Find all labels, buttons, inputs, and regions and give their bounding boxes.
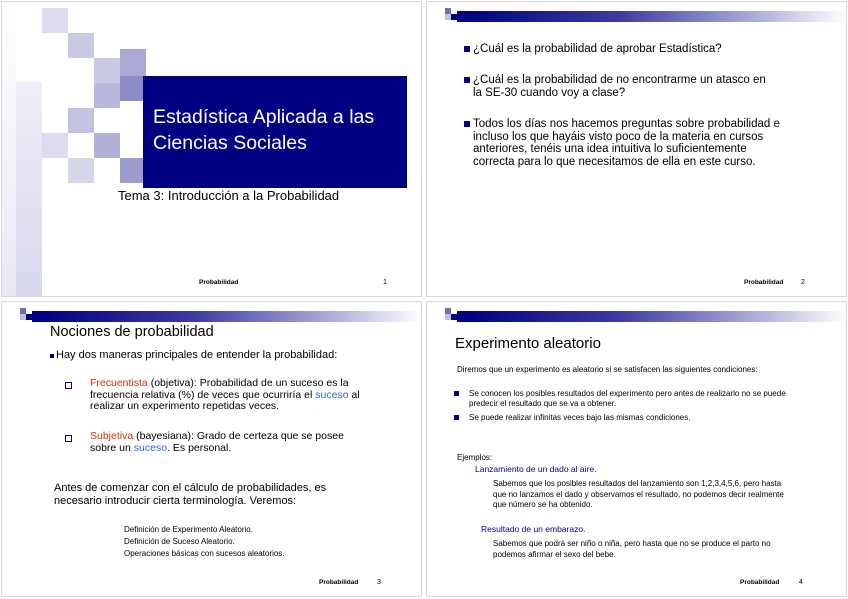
ejemplos-label: Ejemplos: (457, 453, 493, 462)
slide-2[interactable] (426, 1, 847, 297)
bullet-icon (464, 46, 470, 52)
slide-footer: Probabilidad (740, 579, 780, 586)
list-item: Operaciones básicas con sucesos aleatorios. (124, 549, 285, 558)
bullet-text: Todos los días nos hacemos preguntas sobre probabilidad e incluso los que hayáis visto poco de la materia en cursos anteriores, tenéis una idea intuitiva lo suficientemente correcta para lo que necesitamos de ella en este curso. (473, 118, 780, 168)
header-bar (427, 2, 847, 28)
frecuentista-text (90, 378, 390, 413)
slide-footer: Probabilidad (744, 279, 784, 286)
list-item: Definición de Experimento Aleatorio. (124, 525, 253, 534)
checkbox-bullet-icon (65, 382, 72, 389)
bullet-text: ¿Cuál es la probabilidad de aprobar Estadística? (473, 43, 722, 55)
page-number: 3 (377, 579, 381, 586)
paragraph: Antes de comenzar con el cálculo de probabilidades, es necesario introducir cierta terminología. Veremos: (54, 482, 327, 507)
bullet-icon (464, 121, 470, 127)
page-number: 1 (383, 279, 387, 286)
bullet-icon (50, 354, 54, 358)
frecuentista-desc-b: al realizar un experimento repetidas veces. (90, 388, 360, 412)
example-title: Resultado de un embarazo. (481, 524, 586, 534)
subjetiva-desc-a: (bayesiana): Grado de certeza que se posee sobre un (90, 430, 344, 454)
slide-subtitle: Tema 3: Introducción a la Probabilidad (118, 188, 340, 203)
example-title: Lanzamiento de un dado al aire. (475, 464, 597, 474)
checkbox-bullet-icon (65, 435, 72, 442)
subjetiva-term: Subjetiva (90, 430, 134, 442)
intro-text: Hay dos maneras principales de entender la probabilidad: (56, 349, 338, 361)
list-item: Definición de Suceso Aleatorio. (124, 537, 235, 546)
condition-text: Se puede realizar infinitas veces bajo las mismas condiciones. (469, 413, 691, 422)
example-text: Sabemos que podrá ser niño o niña, pero hasta que no se produce el parto no podemos afirmar el sexo del bebe. (493, 539, 771, 559)
slide-footer: Probabilidad (319, 579, 359, 586)
condition-text: Se conocen los posibles resultados del experimento pero antes de realizarlo no se puede predecir el resultado que se va a obtener. (469, 389, 786, 408)
slide-title: Experimento aleatorio (455, 335, 601, 352)
suceso-link[interactable]: suceso (315, 388, 349, 401)
bullet-icon (454, 415, 459, 420)
slide-4[interactable] (426, 301, 847, 597)
slide-3[interactable] (1, 301, 422, 597)
bullet-icon (464, 77, 470, 83)
subjetiva-text (90, 431, 360, 454)
slide-1[interactable] (1, 1, 422, 297)
bullet-icon (454, 391, 459, 396)
slide-title: Estadística Aplicada a las Ciencias Sociales (153, 106, 375, 154)
page-number: 2 (801, 279, 805, 286)
example-text: Sabemos que los posibles resultados del lanzamiento son 1,2,3,4,5,6, pero hasta que no lanzamos el dado y observamos el resultado, no podemos decir realmente que número se ha obtenido. (493, 479, 784, 509)
intro-text: Diremos que un experimento es aleatorio si se satisfacen las siguientes condiciones: (457, 365, 758, 374)
bullet-text: ¿Cuál es la probabilidad de no encontrarme un atasco en la SE-30 cuando voy a clase? (473, 74, 766, 99)
slide-footer: Probabilidad (199, 279, 239, 286)
header-bar (427, 302, 847, 328)
suceso-link[interactable]: suceso (133, 441, 168, 454)
slide-title: Nociones de probabilidad (50, 324, 214, 340)
subjetiva-desc-b: . Es personal. (167, 441, 232, 454)
frecuentista-term: Frecuentista (90, 377, 148, 389)
page-number: 4 (799, 579, 803, 586)
frecuentista-desc-a: (objetiva): Probabilidad de un suceso es la frecuencia relativa (%) de veces que ocurriría el (90, 377, 349, 401)
